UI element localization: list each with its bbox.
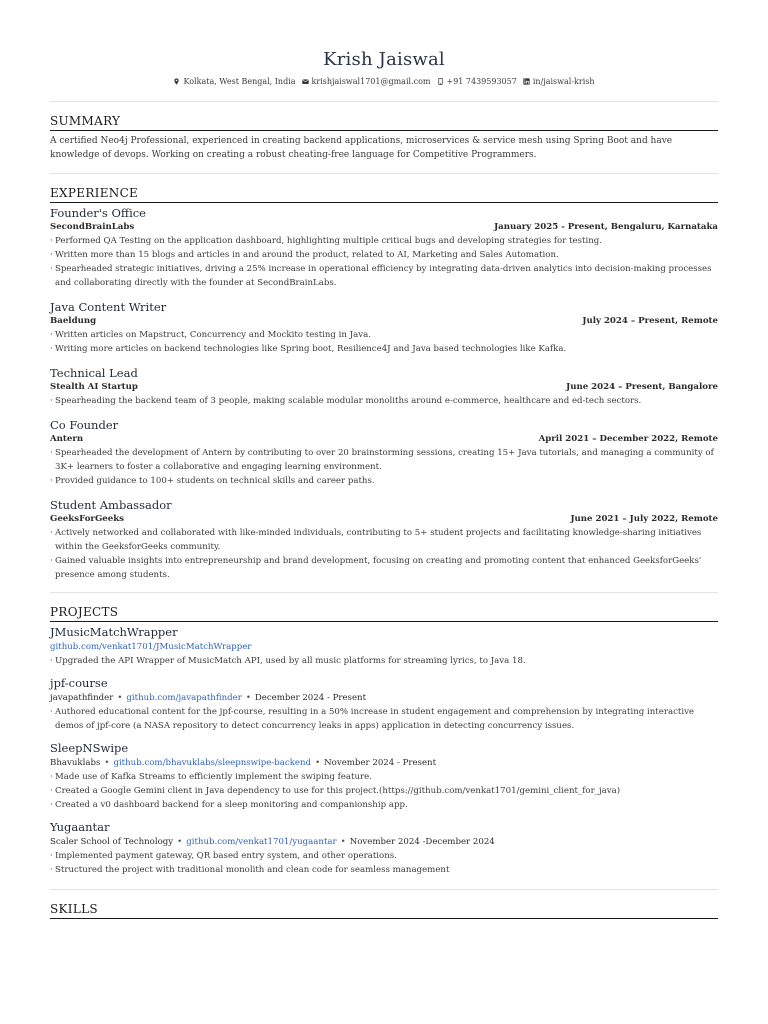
experience-bullets [50, 394, 718, 408]
experience-date-location: June 2024 – Present, Bangalore [566, 382, 718, 392]
experience-subline [50, 221, 718, 234]
linkedin-text: in/jaiswal-krish [532, 76, 595, 86]
experience-subline [50, 315, 718, 328]
experience-entry [50, 498, 718, 582]
project-org: Bhavuklabs [50, 758, 101, 768]
experience-bullets [50, 446, 718, 488]
experience-company: SecondBrainLabs [50, 222, 135, 232]
section-title-skills: SKILLS [50, 902, 718, 919]
mobile-phone-icon [437, 78, 444, 85]
section-title-projects: PROJECTS [50, 605, 718, 622]
project-date: December 2024 - Present [254, 693, 367, 703]
phone-text: +91 7439593057 [446, 76, 517, 86]
summary-text: A certified Neo4j Professional, experienced in creating backend applications, microservices & service mesh using Spring Boot and have knowledge of devops. Working on creating a robust cheating-free language for Competitive Programmers. [50, 136, 673, 160]
location-text: Kolkata, West Bengal, India [183, 76, 296, 86]
experience-entry [50, 366, 718, 408]
project-name: JMusicMatchWrapper [50, 625, 178, 639]
experience-bullets [50, 328, 718, 356]
experience-role: Java Content Writer [50, 300, 167, 314]
experience-subline [50, 433, 718, 446]
experience-role: Founder's Office [50, 206, 146, 220]
project-meta [50, 691, 718, 705]
project-name: Yugaantar [50, 820, 110, 834]
meta-separator: • [177, 837, 183, 847]
experience-date-location: July 2024 – Present, Remote [582, 316, 718, 326]
experience-date-location: June 2021 – July 2022, Remote [570, 514, 718, 524]
bullet-item: · Created a Google Gemini client in Java dependency to use for this project.(https://github.com/venkat1701/gemini_client_for_java) [50, 784, 718, 798]
project-bullets [50, 849, 718, 877]
project-meta [50, 835, 718, 849]
meta-separator: • [245, 693, 251, 703]
meta-separator: • [104, 758, 110, 768]
bullet-item: · Actively networked and collaborated with like-minded individuals, contributing to 5+ student projects and facilitating knowledge-sharing initiatives within the GeeksforGeeks community. [50, 526, 718, 554]
bullet-item: · Written articles on Mapstruct, Concurrency and Mockito testing in Java. [50, 328, 718, 342]
experience-company: Baeldung [50, 316, 97, 326]
section-title-summary: SUMMARY [50, 114, 718, 131]
meta-separator: • [117, 693, 123, 703]
bullet-item: · Spearheaded the development of Antern by contributing to over 20 brainstorming sessions, creating 15+ Java tutorials, and managing a community of 3K+ learners to foster a collaborative and engaging learning environment. [50, 446, 718, 474]
bullet-item: · Provided guidance to 100+ students on technical skills and career paths. [50, 474, 718, 488]
project-date: November 2024 -December 2024 [349, 837, 495, 847]
experience-role: Student Ambassador [50, 498, 172, 512]
project-entry [50, 676, 718, 733]
experience-bullets [50, 526, 718, 582]
bullet-item: · Created a v0 dashboard backend for a sleep monitoring and companionship app. [50, 798, 718, 812]
contact-email[interactable] [302, 77, 431, 86]
project-entry [50, 820, 718, 877]
bullet-item: · Spearheaded strategic initiatives, driving a 25% increase in operational efficiency by integrating data-driven analytics into decision-making processes and collaborating directly with the founder at SecondBrainLabs. [50, 262, 718, 290]
contact-phone[interactable] [437, 77, 517, 86]
email-text: krishjaiswal1701@gmail.com [311, 76, 431, 86]
linkedin-icon [523, 78, 530, 85]
project-org: Scaler School of Technology [50, 837, 174, 847]
experience-subline [50, 381, 718, 394]
experience-entry [50, 206, 718, 290]
bullet-item: · Structured the project with traditional monolith and clean code for seamless management [50, 863, 718, 877]
project-entry [50, 741, 718, 812]
experience-date-location: January 2025 - Present, Bengaluru, Karnataka [494, 222, 718, 232]
bullet-item: · Authored educational content for the jpf-course, resulting in a 50% increase in student engagement and comprehension by integrating interactive demos of jpf-core (a NASA repository to detect concurrency leaks in apps) application in detecting concurrency issues. [50, 705, 718, 733]
candidate-name: Krish Jaiswal [323, 49, 445, 70]
map-pin-icon [173, 78, 180, 85]
section-title-experience: EXPERIENCE [50, 186, 718, 203]
envelope-icon [302, 78, 309, 85]
project-bullets [50, 770, 718, 812]
experience-role: Co Founder [50, 418, 119, 432]
resume-content [50, 0, 718, 919]
divider [50, 173, 718, 174]
project-bullets [50, 705, 718, 733]
project-name: SleepNSwipe [50, 741, 129, 755]
contact-bar [50, 74, 718, 88]
experience-company: Antern [50, 434, 84, 444]
divider [50, 889, 718, 890]
bullet-item: · Spearheading the backend team of 3 people, making scalable modular monoliths around e-commerce, healthcare and ed-tech sectors. [50, 394, 718, 408]
meta-separator: • [315, 758, 321, 768]
project-bullets [50, 654, 718, 668]
experience-date-location: April 2021 – December 2022, Remote [538, 434, 718, 444]
bullet-item: · Gained valuable insights into entrepreneurship and brand development, focusing on creating and promoting content that enhanced GeeksforGeeks' presence among students. [50, 554, 718, 582]
contact-location [173, 77, 295, 86]
experience-entry [50, 300, 718, 356]
experience-bullets [50, 234, 718, 290]
bullet-item: · Upgraded the API Wrapper of MusicMatch API, used by all music platforms for streaming lyrics, to Java 18. [50, 654, 718, 668]
project-link[interactable]: github.com/venkat1701/JMusicMatchWrapper [50, 642, 252, 652]
bullet-item: · Writing more articles on backend technologies like Spring boot, Resilience4J and Java based technologies like Kafka. [50, 342, 718, 356]
bullet-item: · Made use of Kafka Streams to efficiently implement the swiping feature. [50, 770, 718, 784]
project-meta [50, 756, 718, 770]
project-name: jpf-course [50, 676, 108, 690]
bullet-item: · Performed QA Testing on the application dashboard, highlighting multiple critical bugs and developing strategies for testing. [50, 234, 718, 248]
project-entry [50, 625, 718, 668]
contact-linkedin[interactable] [523, 77, 595, 86]
meta-separator: • [340, 837, 346, 847]
experience-company: GeeksForGeeks [50, 514, 125, 524]
project-org: javapathfinder [50, 693, 114, 703]
experience-subline [50, 513, 718, 526]
project-date: November 2024 - Present [324, 758, 437, 768]
experience-role: Technical Lead [50, 366, 138, 380]
project-link[interactable]: github.com/venkat1701/yugaantar [186, 837, 337, 847]
project-link[interactable]: github.com/bhavuklabs/sleepnswipe-backend [113, 758, 312, 768]
divider [50, 592, 718, 593]
experience-company: Stealth AI Startup [50, 382, 138, 392]
bullet-item: · Written more than 15 blogs and articles in and around the product, related to AI, Marketing and Sales Automation. [50, 248, 718, 262]
divider [50, 101, 718, 102]
experience-entry [50, 418, 718, 488]
project-link[interactable]: github.com/javapathfinder [126, 693, 242, 703]
bullet-item: · Implemented payment gateway, QR based entry system, and other operations. [50, 849, 718, 863]
